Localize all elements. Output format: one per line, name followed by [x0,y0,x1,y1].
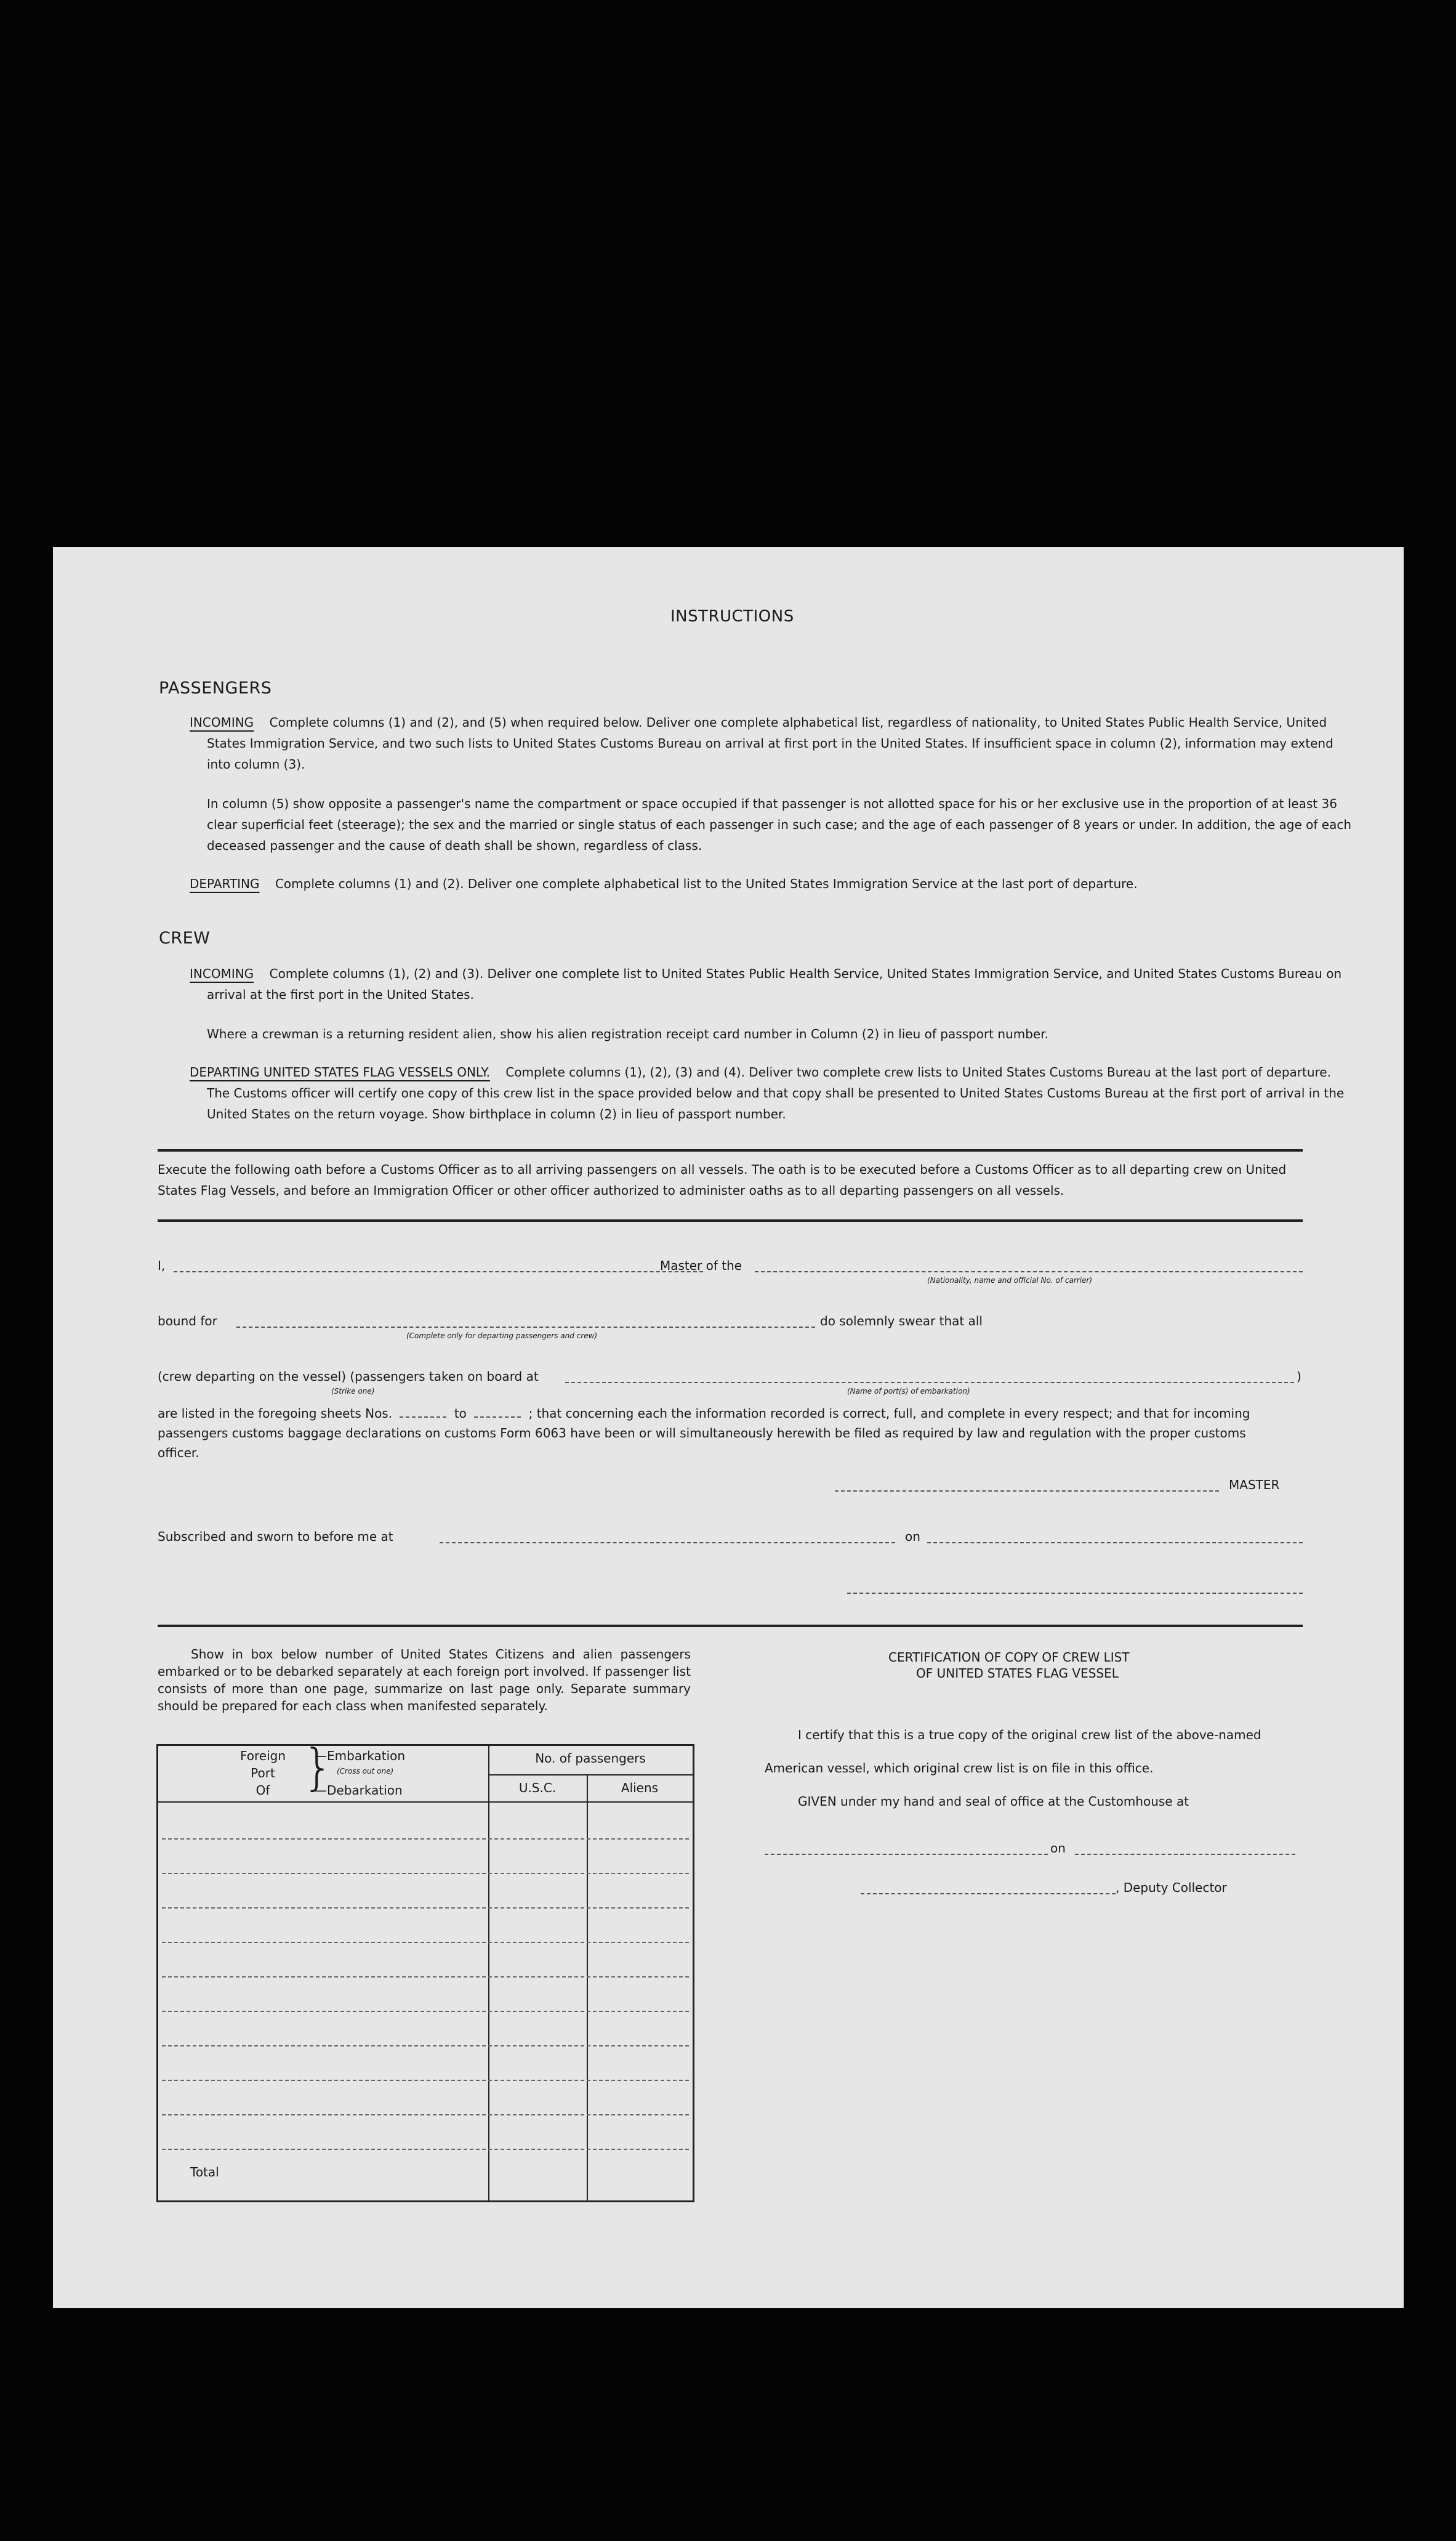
no-passengers-header: No. of passengers [535,1751,646,1766]
table-column-divider [488,1746,489,2200]
certification-on-label: on [1050,1841,1066,1856]
divider-rule [158,1219,1303,1222]
passenger-summary-table [156,1739,694,2202]
port-note: (Name of port(s) of embarkation) [847,1387,970,1396]
bound-for-label: bound for [158,1314,217,1328]
oath-i-label: I, [158,1258,166,1273]
page-title: INSTRUCTIONS [670,607,794,626]
destination-field[interactable] [236,1327,815,1328]
passengers-departing-text: Complete columns (1) and (2). Deliver one complete alphabetical list to the United States Immigration Service at the last port of departure. [275,876,1138,891]
sworn-on-label: on [905,1529,920,1544]
carrier-field[interactable] [755,1271,1303,1272]
listed-sheets-text: are listed in the foregoing sheets Nos. [158,1406,393,1421]
master-of-label: Master of the [660,1258,742,1273]
carrier-note: (Nationality, name and official No. of carrier) [927,1276,1093,1285]
port-label: Port [251,1766,275,1780]
certification-date-field[interactable] [1075,1854,1295,1855]
table-row[interactable] [162,1838,689,1840]
foreign-label: Foreign [239,1748,286,1763]
bound-note: (Complete only for departing passengers and crew) [406,1331,598,1340]
embarkation-label[interactable]: —Embarkation [315,1748,406,1763]
table-header-divider [488,1774,693,1775]
deputy-signature-field[interactable] [861,1893,1116,1894]
strike-note: (Strike one) [331,1387,375,1396]
close-paren: ) [1297,1369,1301,1384]
passengers-heading: PASSENGERS [159,679,272,698]
listed-statement-3: officer. [158,1445,199,1460]
passengers-departing-paragraph [190,873,1347,894]
form-page [53,547,1404,2308]
crew-departing-text: Complete columns (1), (2), (3) and (4). Deliver two complete crew lists to United States Customs Bureau at the last port of departure. The Customs officer will certify one copy of this crew list in the space provided below and that copy shall be presented to United States Customs Bureau at the first port of arrival in the United States on the return voyage. Show birthplace in column (2) in lieu of passport number. [207,1065,1345,1121]
sheet-from-field[interactable] [400,1416,446,1418]
master-signature-field[interactable] [835,1490,1219,1492]
table-row[interactable] [162,1907,689,1909]
customhouse-field[interactable] [765,1854,1048,1855]
officer-signature-field[interactable] [847,1593,1303,1594]
sworn-place-field[interactable] [440,1542,895,1543]
brace-icon: } [302,1739,334,1796]
table-row[interactable] [162,2080,689,2081]
crew-heading: CREW [159,929,211,948]
certification-title-2: OF UNITED STATES FLAG VESSEL [916,1666,1119,1681]
table-row[interactable] [162,2045,689,2046]
master-name-field[interactable] [174,1271,703,1272]
crew-incoming-text: Complete columns (1), (2) and (3). Deliver one complete list to United States Public Health Service, United States Immigration Service, and United States Customs Bureau on arrival at the first port in the United States. [207,966,1342,1002]
listed-to-label: to [454,1406,467,1421]
crew-departing-label: DEPARTING UNITED STATES FLAG VESSELS ONLY. [190,1065,490,1080]
listed-statement: ; that concerning each the information recorded is correct, full, and complete in every respect; and that for incoming [528,1406,1250,1421]
divider-rule [158,1149,1303,1152]
debarkation-label[interactable]: —Debarkation [315,1783,403,1798]
table-row[interactable] [162,1942,689,1943]
certification-title-1: CERTIFICATION OF COPY OF CREW LIST [888,1650,1130,1665]
table-row[interactable] [162,2011,689,2012]
of-label: Of [255,1783,270,1798]
total-label: Total [190,2165,219,2179]
deputy-collector-label: , Deputy Collector [1116,1880,1227,1895]
passengers-incoming-label: INCOMING [190,715,254,730]
oath-instructions: Execute the following oath before a Customs Officer as to all arriving passengers on all vessels. The oath is to be executed before a Customs Officer as to all departing crew on United States Flag Vessels, and before an Immigration Officer or other officer authorized to administer oaths as to all departing passengers on all vessels. [158,1162,1287,1198]
certification-line-3: GIVEN under my hand and seal of office at the Customhouse at [798,1794,1189,1809]
cross-out-note: (Cross out one) [337,1767,394,1775]
table-row[interactable] [162,2149,689,2150]
swear-label: do solemnly swear that all [820,1314,983,1328]
usc-header: U.S.C. [518,1780,557,1795]
crew-passengers-label: (crew departing on the vessel) (passengers taken on board at [158,1369,539,1384]
crew-incoming-label: INCOMING [190,966,254,981]
table-header-bottom [158,1801,693,1803]
passengers-incoming-text: Complete columns (1) and (2), and (5) when required below. Deliver one complete alphabetical list, regardless of nationality, to United States Public Health Service, United States Immigration Service, and two such lists to United States Customs Bureau on arrival at first port in the United States. If insufficient space in column (2), information may extend into column (3). [207,715,1333,772]
passengers-incoming-paragraph [190,712,1352,775]
sheet-to-field[interactable] [474,1416,521,1418]
embarkation-port-field[interactable] [565,1382,1294,1383]
passengers-column5-paragraph: In column (5) show opposite a passenger's name the compartment or space occupied if that passenger is not allotted space for his or her exclusive use in the proportion of at least 36 clear superficial feet (steerage); the sex and the married or single status of each passenger in such case; and the age of each passenger of 8 years or under. In addition, the age of each deceased passenger and the cause of death shall be shown, regardless of class. [207,796,1352,853]
sworn-date-field[interactable] [927,1542,1303,1543]
certification-line-1: I certify that this is a true copy of the original crew list of the above-named [798,1727,1261,1742]
listed-statement-2: passengers customs baggage declarations on customs Form 6063 have been or will simultaneously herewith be filed as required by law and regulation with the proper customs [158,1426,1246,1440]
crew-incoming-paragraph [190,963,1352,1005]
table-row[interactable] [162,1976,689,1977]
table-row[interactable] [162,1873,689,1874]
crew-departing-paragraph [190,1062,1352,1125]
divider-rule [158,1625,1303,1627]
summary-instructions: Show in box below number of United States Citizens and alien passengers embarked or to be debarked separately at each foreign port involved. If passenger list consists of more than one page, summarize on last page only. Separate summary should be prepared for each class when manifested separately. [158,1647,691,1713]
table-row[interactable] [162,2114,689,2115]
aliens-header: Aliens [621,1780,659,1795]
crew-resident-paragraph: Where a crewman is a returning resident alien, show his alien registration receipt card number in Column (2) in lieu of passport number. [207,1027,1048,1041]
master-label: MASTER [1229,1477,1280,1492]
listed-sheets-label [158,1403,1250,1424]
passengers-departing-label: DEPARTING [190,876,260,891]
subscribed-label: Subscribed and sworn to before me at [158,1529,393,1544]
certification-line-2: American vessel, which original crew list is on file in this office. [765,1761,1154,1775]
